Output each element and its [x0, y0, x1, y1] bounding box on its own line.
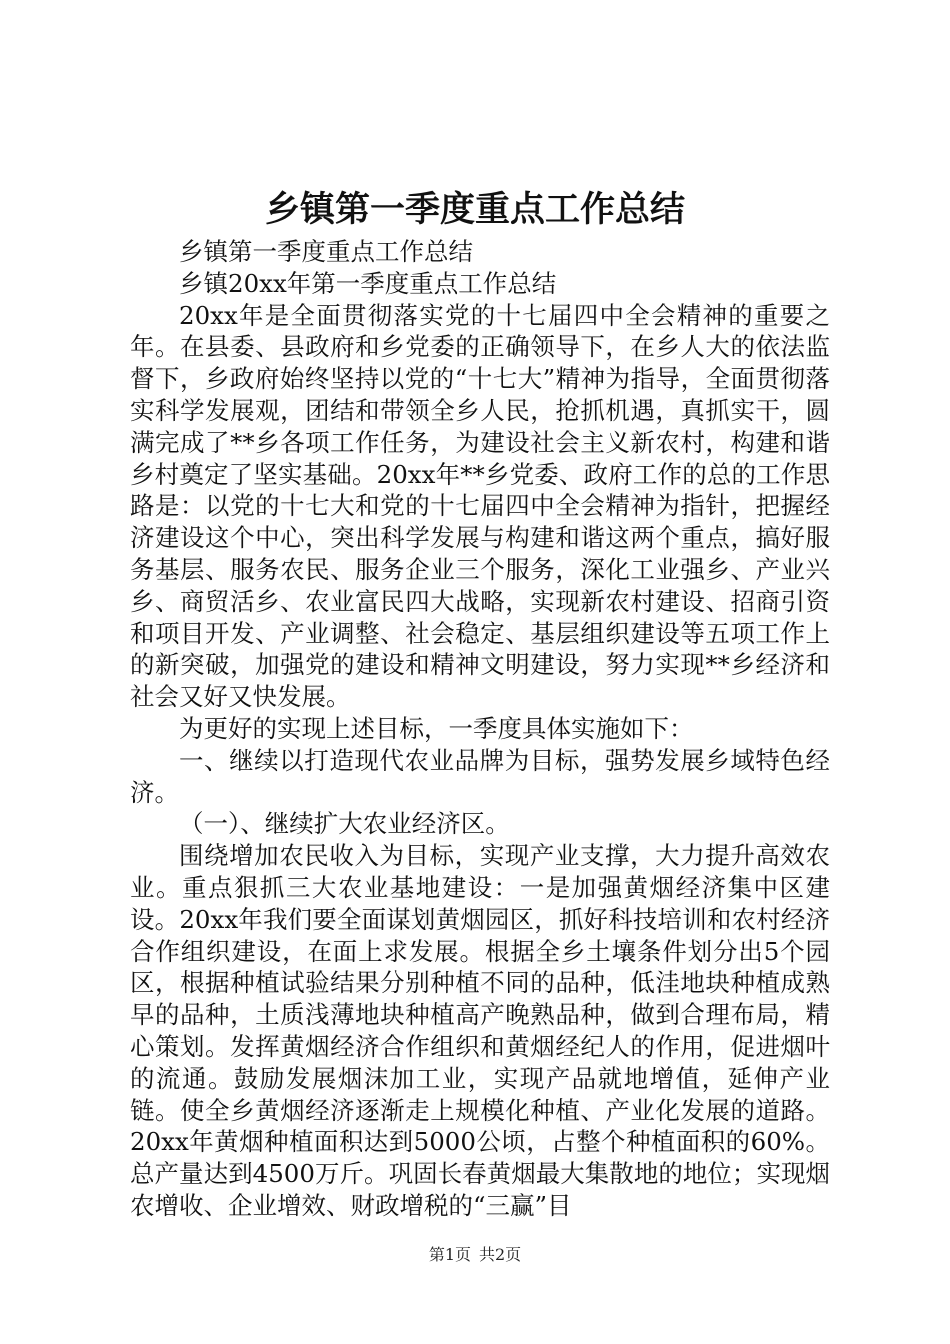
page-number: 第1页 — [428, 1245, 471, 1264]
document-title: 乡镇第一季度重点工作总结 — [264, 189, 685, 230]
page-total: 共2页 — [479, 1245, 522, 1264]
paragraph-intro: 20xx年是全面贯彻落实党的十七届四中全会精神的重要之年。在县委、县政府和乡党委的正确领导下，在乡人大的依法监督下，乡政府始终坚持以党的“十七大”精神为指导，全面贯彻落实科学发展观，团结和带领全乡人民，抢抓机遇，真抓实干，圆满完成了**乡各项工作任务，为建设社会主义新农村，构建和谐乡村奠定了坚实基础。20xx年**乡党委、政府工作的总的工作思路是：以党的十七大和党的十七届四中全会精神为指针，把握经济建设这个中心，突出科学发展与构建和谐这两个重点，搞好服务基层、服务农民、服务企业三个服务，深化工业强乡、产业兴乡、商贸活乡、农业富民四大战略，实现新农村建设、招商引资和项目开发、产业调整、社会稳定、基层组织建设等五项工作上的新突破，加强党的建设和精神文明建设，努力实现**乡经济和社会又好又快发展。 — [130, 300, 830, 712]
document-body — [130, 236, 830, 1222]
page-footer — [0, 1244, 950, 1266]
paragraph-subtitle: 乡镇20xx年第一季度重点工作总结 — [179, 268, 557, 298]
paragraph-goal: 为更好的实现上述目标，一季度具体实施如下： — [179, 713, 694, 743]
section-heading-1: 一、继续以打造现代农业品牌为目标，强势发展乡域特色经济。 — [130, 745, 830, 807]
subsection-heading-1: （一）、继续扩大农业经济区。 — [179, 809, 510, 839]
paragraph-agriculture: 围绕增加农民收入为目标，实现产业支撑，大力提升高效农业。重点狠抓三大农业基地建设：一是加强黄烟经济集中区建设。20xx年我们要全面谋划黄烟园区，抓好科技培训和农村经济合作组织建设，在面上求发展。根据全乡土壤条件划分出5个园区，根据种植试验结果分别种植不同的品种，低洼地块种植成熟早的品种，土质浅薄地块种植高产晚熟品种，做到合理布局，精心策划。发挥黄烟经济合作组织和黄烟经纪人的作用，促进烟叶的流通。鼓励发展烟沫加工业，实现产品就地增值，延伸产业链。使全乡黄烟经济逐渐走上规模化种植、产业化发展的道路。20xx年黄烟种植面积达到5000公顷，占整个种植面积的60%。总产量达到4500万斤。巩固长春黄烟最大集散地的地位；实现烟农增收、企业增效、财政增税的“三赢”目 — [130, 841, 830, 1220]
paragraph-heading-repeat: 乡镇第一季度重点工作总结 — [179, 237, 473, 266]
